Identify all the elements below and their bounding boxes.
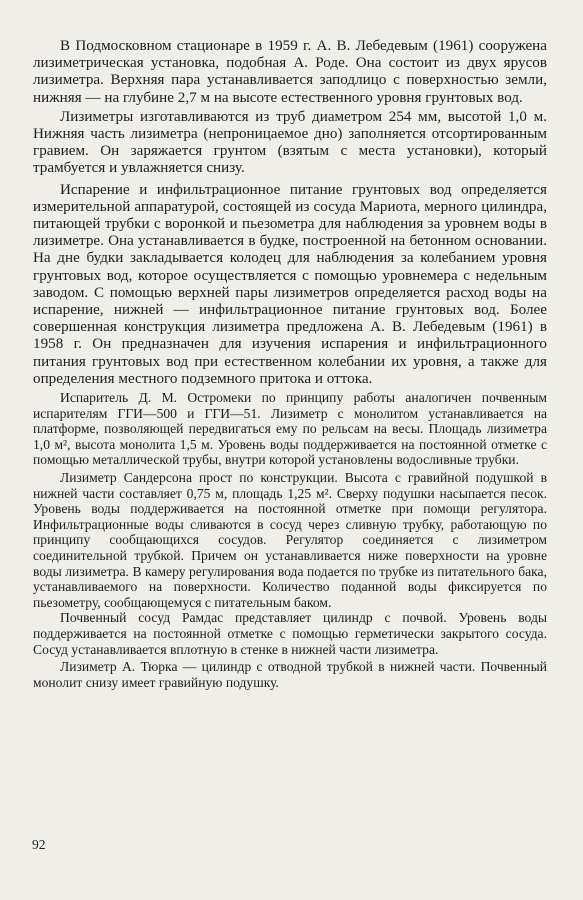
body-text [33, 38, 547, 690]
paragraph-turc-lysimeter: Лизиметр А. Тюрка — цилиндр с отводной трубкой в нижней части. Почвенный монолит снизу имеет гравийную подушку. [33, 659, 547, 690]
paragraph-sanderson-lysimeter: Лизиметр Сандерсона прост по конструкции. Высота с гравийной подушкой в нижней части составляет 0,75 м, площадь 1,25 м². Сверху подушки насыпается песок. Уровень воды поддерживается на постоянной отметке при помощи регулятора. Инфильтрационные воды сливаются в сосуд через сливную трубку, работающую по принципу сообщающихся сосудов. Регулятор соединяется с лизиметром соединительной трубкой. Причем он устанавливается ниже поверхности на уровне воды лизиметра. В камеру регулирования вода подается по трубке из питательного бака, устанавливаемого на поверхности. Количество поданной воды фиксируется по пьезометру, сообщающемуся с питательным баком. [33, 470, 547, 610]
page-number: 92 [32, 837, 46, 852]
paragraph-lebedev-station: В Подмосковном стационаре в 1959 г. А. В. Лебедевым (1961) сооружена лизиметрическая установка, подобная А. Роде. Она состоит из двух ярусов лизиметра. Верхняя пара устанавливается заподлицо с поверхностью земли, нижняя — на глубине 2,7 м на высоте естественного уровня грунтовых вод. [33, 38, 547, 106]
paragraph-measuring-equipment: Испарение и инфильтрационное питание грунтовых вод определяется измерительной аппаратурой, состоящей из сосуда Мариота, мерного цилиндра, питающей трубки с воронкой и пьезометра для наблюдения за уровнем воды в лизиметре. Она устанавливается в будке, построенной на бетонном основании. На дне будки закладывается колодец для наблюдения за колебанием уровня грунтовых вод, которое осуществляется с помощью уровнемера с недельным заводом. С помощью верхней пары лизиметров определяется расход воды на испарение, нижней — инфильтрационное питание грунтовых вод. Более совершенная конструкция лизиметра предложена А. В. Лебедевым (1961) в 1958 г. Он предназначен для изучения испарения и инфильтрационного питания грунтовых вод при естественном колебании их уровня, а также для определения местного подземного притока и оттока. [33, 181, 547, 387]
paragraph-ramdas-vessel: Почвенный сосуд Рамдас представляет цилиндр с почвой. Уровень воды поддерживается на постоянной отметке с помощью герметически закрытого сосуда. Сосуд устанавливается вплотную в стенке в нижней части лизиметра. [33, 610, 547, 657]
paragraph-ostromeki-evaporator: Испаритель Д. М. Остромеки по принципу работы аналогичен почвенным испарителям ГГИ—500 и ГГИ—51. Лизиметр с монолитом устанавливается на платформе, позволяющей передвигаться ему по рельсам на весы. Площадь лизиметра 1,0 м², высота монолита 1,5 м. Уровень воды поддерживается на постоянной отметке с помощью металлической трубы, внутри которой установлены водосливные трубки. [33, 390, 547, 468]
paragraph-lysimeter-construction: Лизиметры изготавливаются из труб диаметром 254 мм, высотой 1,0 м. Нижняя часть лизиметра (непроницаемое дно) заполняется отсортированным гравием. Он заряжается грунтом (взятым с места установки), который трамбуется и увлажняется снизу. [33, 108, 547, 177]
